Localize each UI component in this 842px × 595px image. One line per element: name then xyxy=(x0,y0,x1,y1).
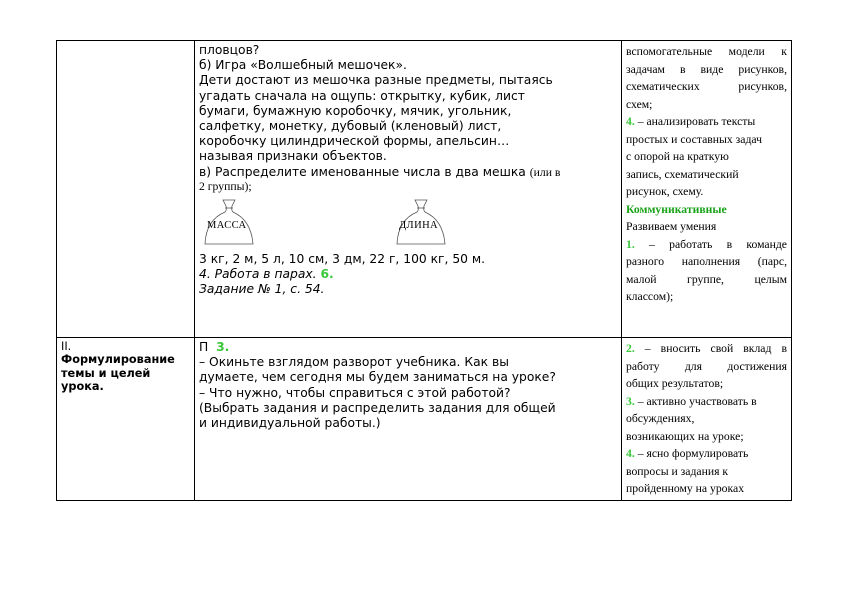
activity-line: называя признаки объектов. xyxy=(199,149,387,164)
stage-title-line: Формулирование xyxy=(61,353,175,367)
prefix-num: 3. xyxy=(216,340,230,354)
skills-item-3 xyxy=(626,393,787,411)
item-number: 3. xyxy=(626,394,635,408)
numbers-line: 3 кг, 2 м, 5 л, 10 см, 3 дм, 22 г, 100 кг, 50 м. xyxy=(199,251,486,266)
pair-work-text: 4. Работа в парах. xyxy=(199,267,321,282)
task-c-note-2: 2 группы); xyxy=(199,179,252,193)
skills-line: общих результатов; xyxy=(626,377,724,390)
skills-line: задачам в виде рисунков, xyxy=(626,62,787,76)
skills-line: вспомогательные модели к xyxy=(626,45,787,58)
item-number: 1. xyxy=(626,237,635,251)
activity-line: пловцов? xyxy=(199,43,260,57)
activity-line: (Выбрать задания и распределить задания для общей xyxy=(199,400,556,415)
bags-illustration xyxy=(199,194,617,252)
task-c-line xyxy=(199,165,617,180)
skills-line: возникающих на уроке; xyxy=(626,429,744,443)
item-text: – анализировать тексты xyxy=(634,115,756,128)
activity-prefix-line xyxy=(199,340,617,355)
skills-line: простых и составных задач xyxy=(626,132,763,146)
item-number: 4. xyxy=(626,447,635,460)
skills-item-1 xyxy=(626,236,787,254)
skills-line: работу для достижения xyxy=(626,359,787,373)
stage-cell xyxy=(57,338,195,501)
pair-work-line xyxy=(199,267,617,282)
activity-line: – Что нужно, чтобы справиться с этой работой? xyxy=(199,385,511,400)
activity-cell xyxy=(195,338,622,501)
stage-title-line: урока. xyxy=(61,380,104,394)
skills-line: схематических рисунков, xyxy=(626,80,787,93)
task-c-note: (или в xyxy=(529,165,561,179)
task-c-text: в) Распределите именованные числа в два мешка xyxy=(199,164,530,179)
skills-item-4 xyxy=(626,113,787,131)
item-number: 2. xyxy=(626,342,635,355)
stage-number: II. xyxy=(61,340,72,353)
skills-line: малой группе, целым xyxy=(626,272,787,286)
skills-title: Развиваем умения xyxy=(626,220,717,233)
task-ref-line: Задание № 1, с. 54. xyxy=(199,282,325,297)
activity-line: думаете, чем сегодня мы будем заниматься на уроке? xyxy=(199,370,556,385)
skills-line: классом); xyxy=(626,290,674,303)
item-text: – работать в команде xyxy=(634,237,787,251)
item-text: – активно участвовать в xyxy=(634,394,757,408)
bag-length-label: ДЛИНА xyxy=(399,219,439,231)
skills-line: запись, схематический xyxy=(626,167,739,181)
communicative-title: Коммуникативные xyxy=(626,202,727,216)
activity-line: Дети достают из мешочка разные предметы, пытаясь xyxy=(199,73,553,88)
activity-line: салфетку, монетку, дубовый (кленовый) лист, xyxy=(199,119,502,134)
stage-title-line: темы и целей xyxy=(61,366,151,380)
skills-line: пройденному на уроках xyxy=(626,482,745,495)
item-text: – ясно формулировать xyxy=(634,447,749,460)
table-row xyxy=(57,41,792,338)
skills-line: с опорой на краткую xyxy=(626,150,729,163)
activity-line: бумаги, бумажную коробочку, мячик, угольник, xyxy=(199,103,512,118)
skills-cell xyxy=(622,338,792,501)
stage-cell xyxy=(57,41,195,338)
item-number: 4. xyxy=(626,115,635,128)
bag-mass-label: МАССА xyxy=(207,219,247,231)
activity-cell xyxy=(195,41,622,338)
skills-line: разного наполнения (парс, xyxy=(626,255,787,268)
skills-line: схем; xyxy=(626,97,653,111)
table-row xyxy=(57,338,792,501)
skills-item-2 xyxy=(626,340,787,358)
activity-line: коробочку цилиндрической формы, апельсин… xyxy=(199,134,510,149)
skills-cell xyxy=(622,41,792,338)
lesson-plan-table xyxy=(56,40,792,501)
activity-line: и индивидуальной работы.) xyxy=(199,416,381,431)
pair-work-num: 6. xyxy=(320,267,334,282)
skills-line: обсуждениях, xyxy=(626,412,695,425)
skills-item-4 xyxy=(626,445,787,463)
item-text: – вносить свой вклад в xyxy=(634,342,787,355)
activity-line: угадать сначала на ощупь: открытку, кубик, лист xyxy=(199,88,525,103)
activity-line: б) Игра «Волшебный мешочек». xyxy=(199,58,407,73)
prefix-text: П xyxy=(199,340,217,354)
skills-line: вопросы и задания к xyxy=(626,464,729,478)
activity-line: – Окиньте взглядом разворот учебника. Как вы xyxy=(199,355,509,370)
skills-line: рисунок, схему. xyxy=(626,185,704,198)
